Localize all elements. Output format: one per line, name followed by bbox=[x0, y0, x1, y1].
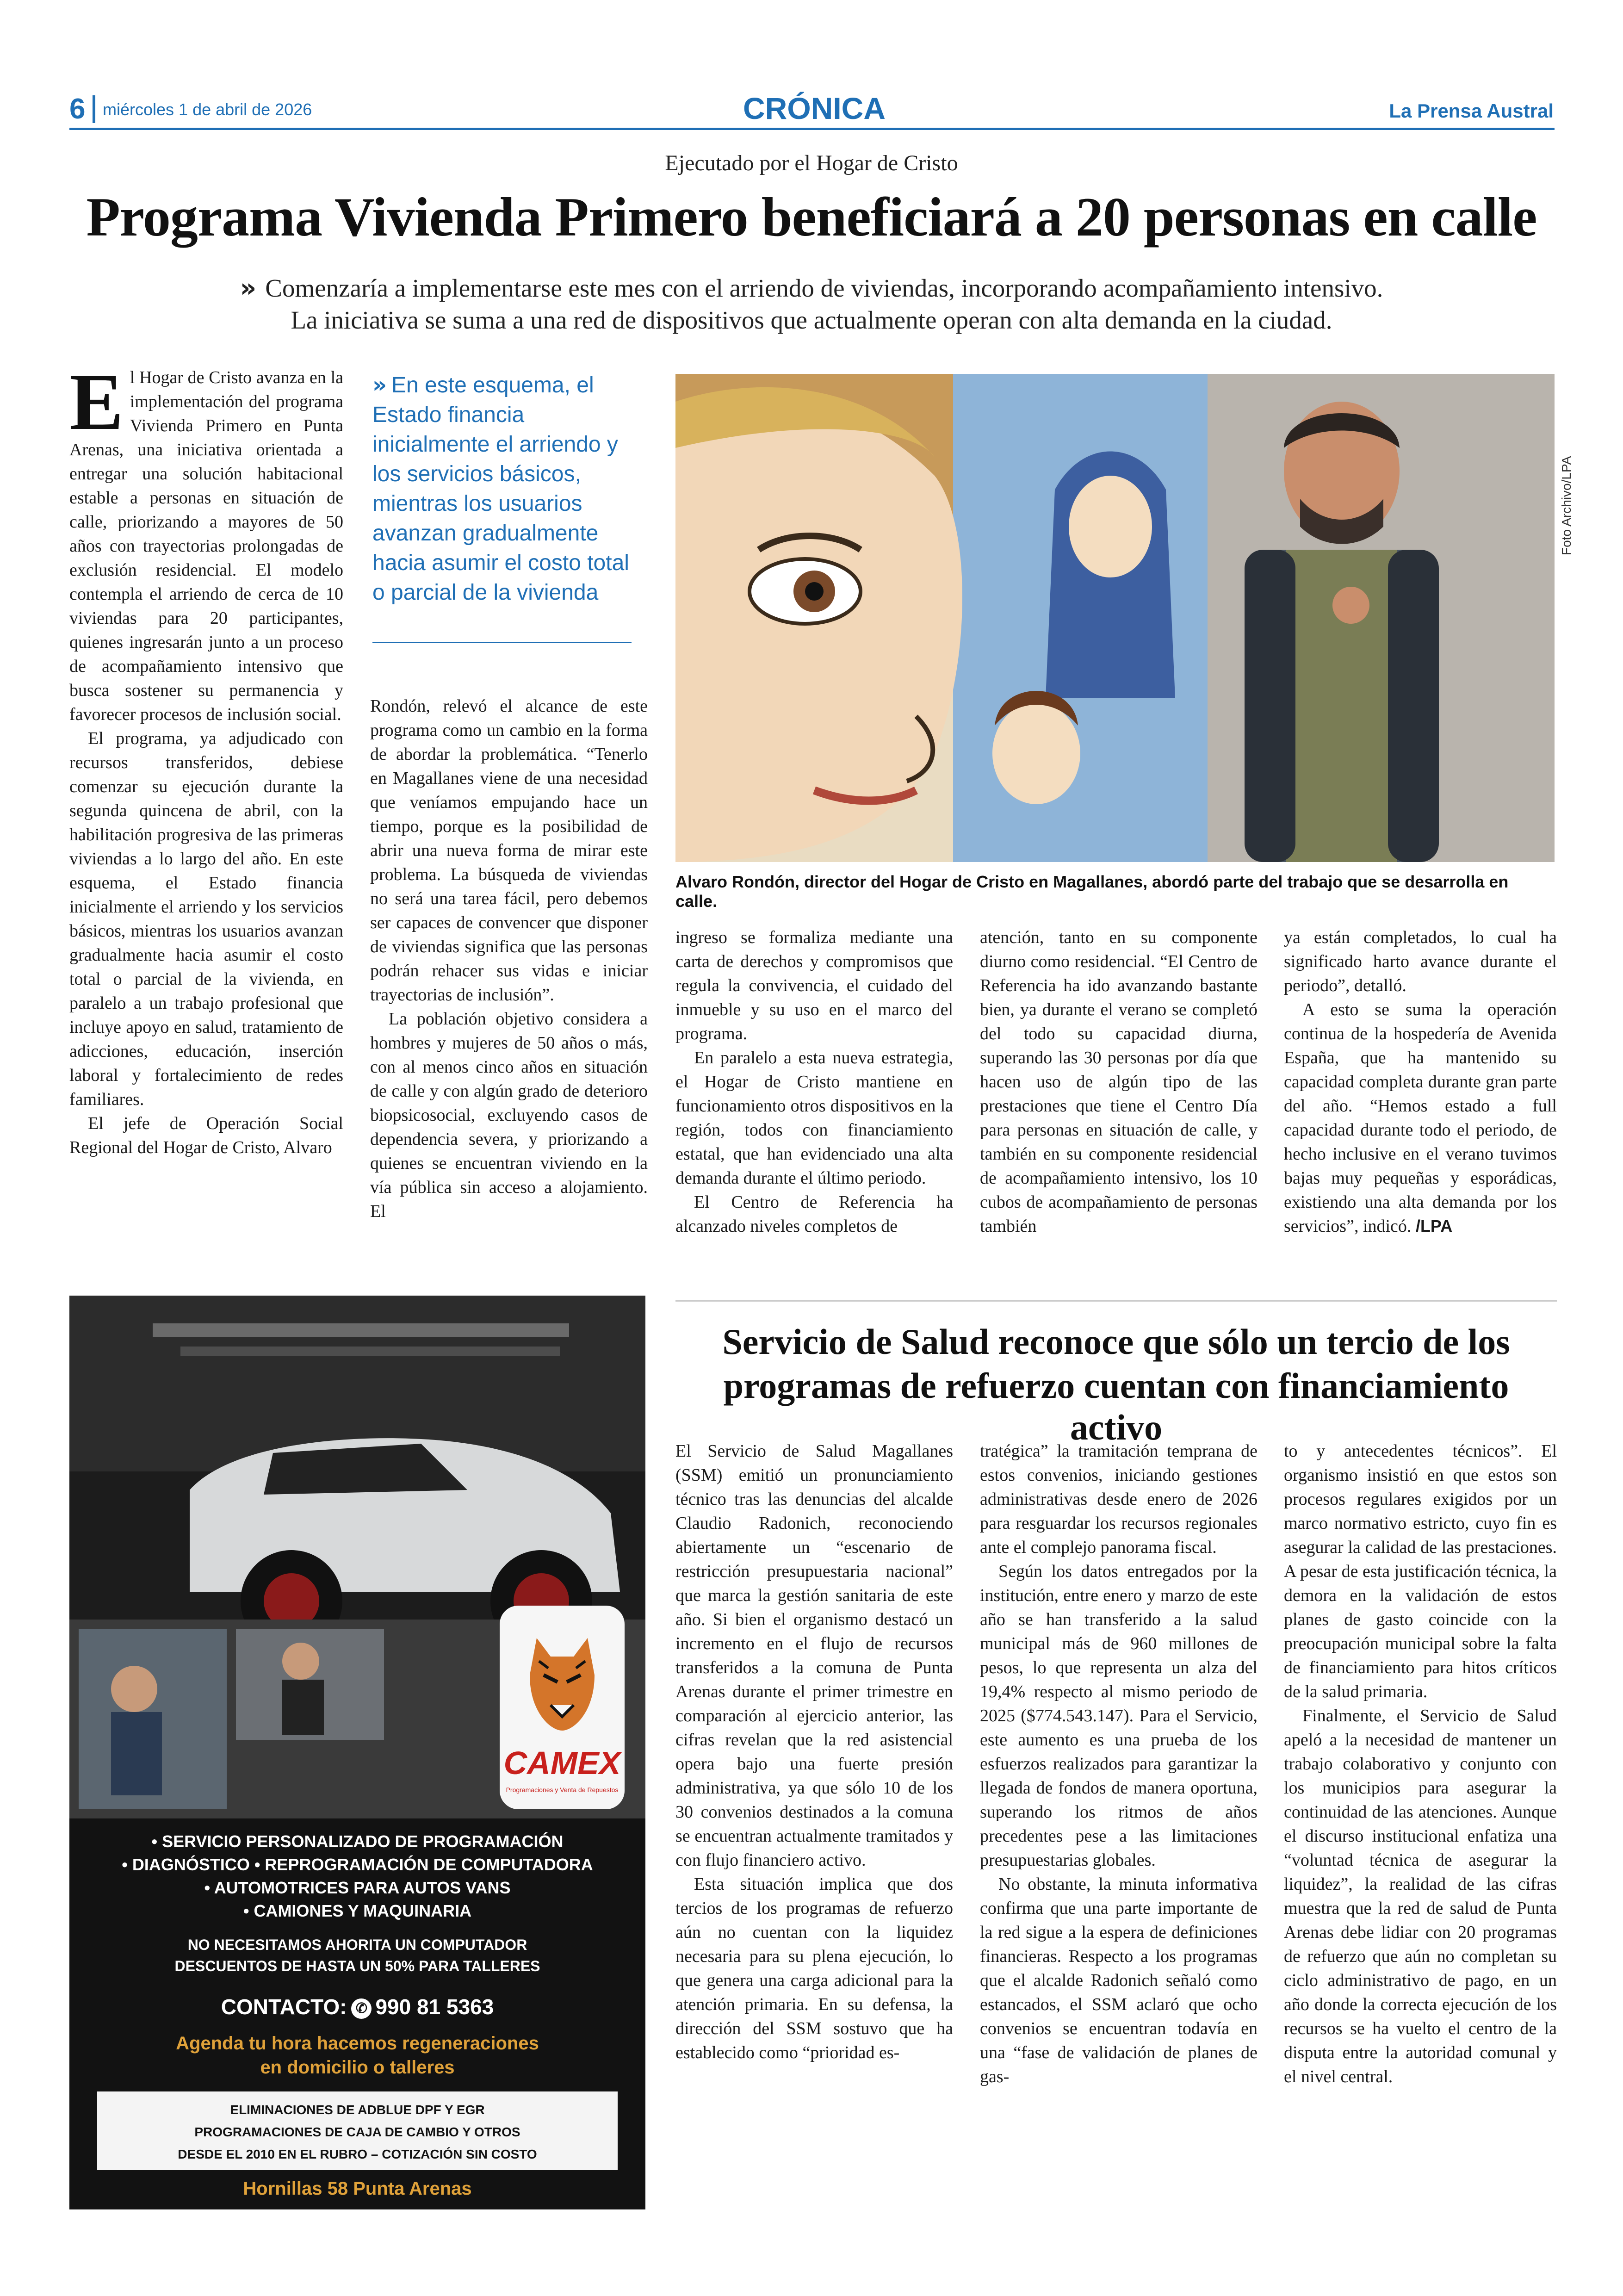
ad-service-item: • SERVICIO PERSONALIZADO DE PROGRAMACIÓN bbox=[151, 1832, 564, 1851]
issue-date: miércoles 1 de abril de 2026 bbox=[103, 100, 312, 119]
paragraph: ingreso se formaliza mediante una carta de derechos y compromisos que regula la convivencia, el cuidado del inmueble y su uso en el marco del programa. bbox=[675, 928, 953, 1043]
paragraph: El Servicio de Salud Magallanes (SSM) emitió un pronunciamiento técnico tras las denuncias del alcalde Claudio Radonich, reconociendo abiertamente un “escenario de restricción presupuestaria nacional” que marca la gestión sanitaria de este año. Si bien el organismo destacó un incremento en el flujo de recursos transferidos a la comuna de Punta Arenas durante el primer trimestre en comparación al ejercicio anterior, las cifras revelan que la red asistencial opera bajo una fuerte presión administrativa, ya que sólo 10 de los 30 convenios destinados a la comuna se encuentran actualmente tramitados y con flujo financiero activo. bbox=[675, 1441, 953, 1870]
paragraph: Rondón, relevó el alcance de este programa como un cambio en la forma de abordar la problemática. “Tenerlo en Magallanes viene de una necesidad que veníamos empujando hace un tiempo, porque es la posibilidad de abrir una nueva forma de mirar este problema. La búsqueda de viviendas no será una tarea fácil, pero debemos ser capaces de convencer que disponer de viviendas significa que las personas podrán rehacer sus vidas e iniciar trayectorias de inclusión”. bbox=[370, 696, 648, 1005]
ad-service-item: • AUTOMOTRICES PARA AUTOS VANS bbox=[204, 1878, 511, 1897]
advertisement bbox=[69, 1296, 645, 2209]
ad-note: NO NECESITAMOS AHORITA UN COMPUTADOR DESCUENTOS DE HASTA UN 50% PARA TALLERES bbox=[174, 1936, 540, 1974]
ad-photo-collage bbox=[69, 1296, 645, 1818]
pull-quote: » En este esquema, el Estado financia inicialmente el arriendo y los servicios básicos, mientras los usuarios avanzan gradualmente hacia asumir el costo total o parcial de la vivienda bbox=[372, 370, 632, 643]
article-column-1 bbox=[69, 357, 343, 1160]
paragraph: El programa, ya adjudicado con recursos transferidos, debiese comenzar su ejecución durante la segunda quincena de abril, con la habilitación progresiva de las primeras viviendas a lo largo del año. En este esquema, el Estado financia inicialmente el arriendo y los servicios básicos, mientras los usuarios avanzan gradualmente hacia asumir el costo total o parcial de la vivienda, en paralelo a un trabajo profesional que incluye apoyo en salud, tratamiento de adicciones, educación, inserción laboral y fortalecimiento de redes familiares. bbox=[69, 729, 343, 1109]
ad-contact: CONTACTO: ✆ 990 81 5363 bbox=[221, 1995, 494, 2019]
article-separator bbox=[675, 1300, 1557, 1302]
paragraph: ya están completados, lo cual ha significado harto avance durante el periodo”, detalló. bbox=[1284, 928, 1557, 995]
author-signature: /LPA bbox=[1415, 1216, 1453, 1235]
ad-service-item: • DIAGNÓSTICO • REPROGRAMACIÓN DE COMPUTADORA bbox=[122, 1855, 593, 1874]
article-subhead-line-1: » Comenzaría a implementarse este mes con el arriendo de viviendas, incorporando acompañamiento intensivo. bbox=[240, 273, 1383, 303]
paragraph: to y antecedentes técnicos”. El organismo insistió en que estos son procesos regulares exigidos por un marco normativo estricto, cuyo fin es asegurar la calidad de las prestaciones. A pesar de esta justificación técnica, la demora en la validación de estos planes de gasto coincide con la preocupación municipal sobre la falta de financiamiento para hitos críticos de la salud primaria. bbox=[1284, 1441, 1557, 1701]
ad-phone-number: 990 81 5363 bbox=[375, 1995, 494, 2019]
ad-info-box: ELIMINACIONES DE ADBLUE DPF Y EGR PROGRAMACIONES DE CAJA DE CAMBIO Y OTROS DESDE EL 2010 EN EL RUBRO – COTIZACIÓN SIN COSTO bbox=[97, 2091, 618, 2170]
page-number: 6 bbox=[69, 93, 86, 125]
page-number-divider bbox=[93, 95, 95, 123]
article2-headline-line-2: programas de refuerzo cuentan con financiamiento activo bbox=[723, 1365, 1509, 1447]
ad-agenda: Agenda tu hora hacemos regeneraciones en domicilio o talleres bbox=[176, 2033, 539, 2078]
article-subhead-line-2: La iniciativa se suma a una red de dispositivos que actualmente operan con alta demanda en la ciudad. bbox=[291, 306, 1332, 334]
header-rule bbox=[69, 128, 1555, 130]
ad-address: Hornillas 58 Punta Arenas bbox=[243, 2178, 472, 2199]
ad-brand-tagline: Programaciones y Venta de Repuestos bbox=[506, 1786, 619, 1793]
paragraph: tratégica” la tramitación temprana de estos convenios, iniciando gestiones administrativas desde enero de 2026 para resguardar los recursos regionales ante el complejo panorama fiscal. bbox=[980, 1441, 1258, 1557]
chevron-right-icon: » bbox=[240, 273, 266, 303]
paragraph: atención, tanto en su componente diurno como residencial. “El Centro de Referencia ha ido avanzando bastante bien, ya durante el verano se completó del todo su capacidad diurna, superando las 30 personas por día que hacen uso de algún tipo de las prestaciones que tiene el Centro Día para personas en situación de calle, y también en su componente residencial de acompañamiento intensivo, los 10 cubos de acompañamiento de personas también bbox=[980, 928, 1258, 1236]
drop-cap: E bbox=[69, 357, 124, 447]
paragraph: El Centro de Referencia ha alcanzado niveles completos de bbox=[675, 1192, 953, 1236]
ad-brand: CAMEX bbox=[503, 1745, 621, 1781]
photo-caption: Alvaro Rondón, director del Hogar de Cristo en Magallanes, abordó parte del trabajo que se desarrolla en calle. bbox=[675, 872, 1509, 911]
paragraph: Según los datos entregados por la institución, entre enero y marzo de este año se han transferido a la salud municipal más de 960 millones de pesos, lo que representa un alza del 19,4% respecto al mismo periodo de 2025 ($774.543.147). Para el Servicio, este aumento es una prueba de los esfuerzos realizados para garantizar la llegada de fondos de manera oportuna, superando los ritmos de años precedentes pese a las limitaciones presupuestarias globales. bbox=[980, 1562, 1258, 1870]
section-name: CRÓNICA bbox=[743, 91, 886, 125]
newspaper-name: La Prensa Austral bbox=[1389, 100, 1554, 122]
paragraph: En paralelo a esta nueva estrategia, el Hogar de Cristo mantiene en funcionamiento otros dispositivos en la región, todos con financiamiento estatal, que han evidenciado una alta demanda durante el último periodo. bbox=[675, 1048, 953, 1188]
article2-column-2 bbox=[980, 1439, 1258, 2089]
article2-headline-line-1: Servicio de Salud reconoce que sólo un tercio de los bbox=[722, 1322, 1510, 1362]
article-column-5 bbox=[1284, 925, 1557, 1238]
paragraph: l Hogar de Cristo avanza en la implementación del programa Vivienda Primero en Punta Arenas, una iniciativa orientada a entregar una solución habitacional estable a personas en situación de calle, priorizando a mayores de 50 años con trayectorias prolongadas de exclusión residencial. El modelo contempla el arriendo de cerca de 10 viviendas para 20 participantes, quienes ingresarán junto a un proceso de acompañamiento intensivo que busca sostener su permanencia y favorecer procesos de inclusión social. bbox=[69, 368, 343, 724]
paragraph: No obstante, la minuta informativa confirma que una parte importante de la red sigue a la espera de definiciones financieras. Respecto a los programas que el alcalde Radonich señaló como estancados, el SSM aclaró que ocho convenios se encuentran todavía en una “fase de validación de planes de gas- bbox=[980, 1874, 1258, 2086]
article-column-3 bbox=[675, 925, 953, 1238]
ad-service-item: • CAMIONES Y MAQUINARIA bbox=[243, 1901, 472, 1920]
paragraph: La población objetivo considera a hombres y mujeres de 50 años o más, con al menos cinco años en situación de calle y con algún grado de deterioro biopsicosocial, excluyendo casos de dependencia severa, y priorizando a quienes se encuentran viviendo en la vía pública sin acceso a alojamiento. El bbox=[370, 1009, 648, 1221]
paragraph: El jefe de Operación Social Regional del Hogar de Cristo, Alvaro bbox=[69, 1114, 343, 1157]
article-column-4 bbox=[980, 925, 1258, 1238]
article-photo bbox=[675, 374, 1555, 862]
article2-column-1 bbox=[675, 1439, 953, 2065]
article2-column-3 bbox=[1284, 1439, 1557, 2089]
paragraph: A esto se suma la operación continua de la hospedería de Avenida España, que ha mantenido su capacidad completa durante gran parte del año. “Hemos estado a full capacidad durante todo el periodo, de hecho inclusive en el verano tuvimos bajas muy pequeñas y esporádicas, existiendo una alta demanda por los servicios”, indicó. /LPA bbox=[1284, 1000, 1557, 1236]
article-kicker: Ejecutado por el Hogar de Cristo bbox=[665, 151, 958, 175]
ad-services-list bbox=[69, 1830, 645, 1923]
phone-icon: ✆ bbox=[351, 1998, 372, 2019]
paragraph: Finalmente, el Servicio de Salud apeló a la necesidad de mantener un trabajo colaborativo y conjunto con los municipios para asegurar la continuidad de las atenciones. Aunque el discurso institucional enfatiza una “voluntad técnica de asegurar la liquidez”, la realidad de las cifras muestra que la red de salud de Punta Arenas debe lidiar con 20 programas de refuerzo que aún no completan su ciclo administrativo de pago, en un año donde la correcta ejecución de los recursos se ha vuelto el centro de la disputa entre la autoridad comunal y el nivel central. bbox=[1284, 1706, 1557, 2086]
chevron-right-icon: » bbox=[372, 372, 387, 398]
article-headline: Programa Vivienda Primero beneficiará a 20 personas en calle bbox=[86, 186, 1537, 248]
paragraph: Esta situación implica que dos tercios de los programas de refuerzo aún no cuentan con la liquidez necesaria para su plena ejecución, lo que genera una carga adicional para la atención primaria. En su defensa, la dirección del SSM sostuvo que ha establecido como “prioridad es- bbox=[675, 1874, 953, 2062]
article-column-2 bbox=[370, 694, 648, 1223]
photo-credit: Foto Archivo/LPA bbox=[1559, 456, 1573, 555]
ad-logo bbox=[500, 1606, 625, 1809]
